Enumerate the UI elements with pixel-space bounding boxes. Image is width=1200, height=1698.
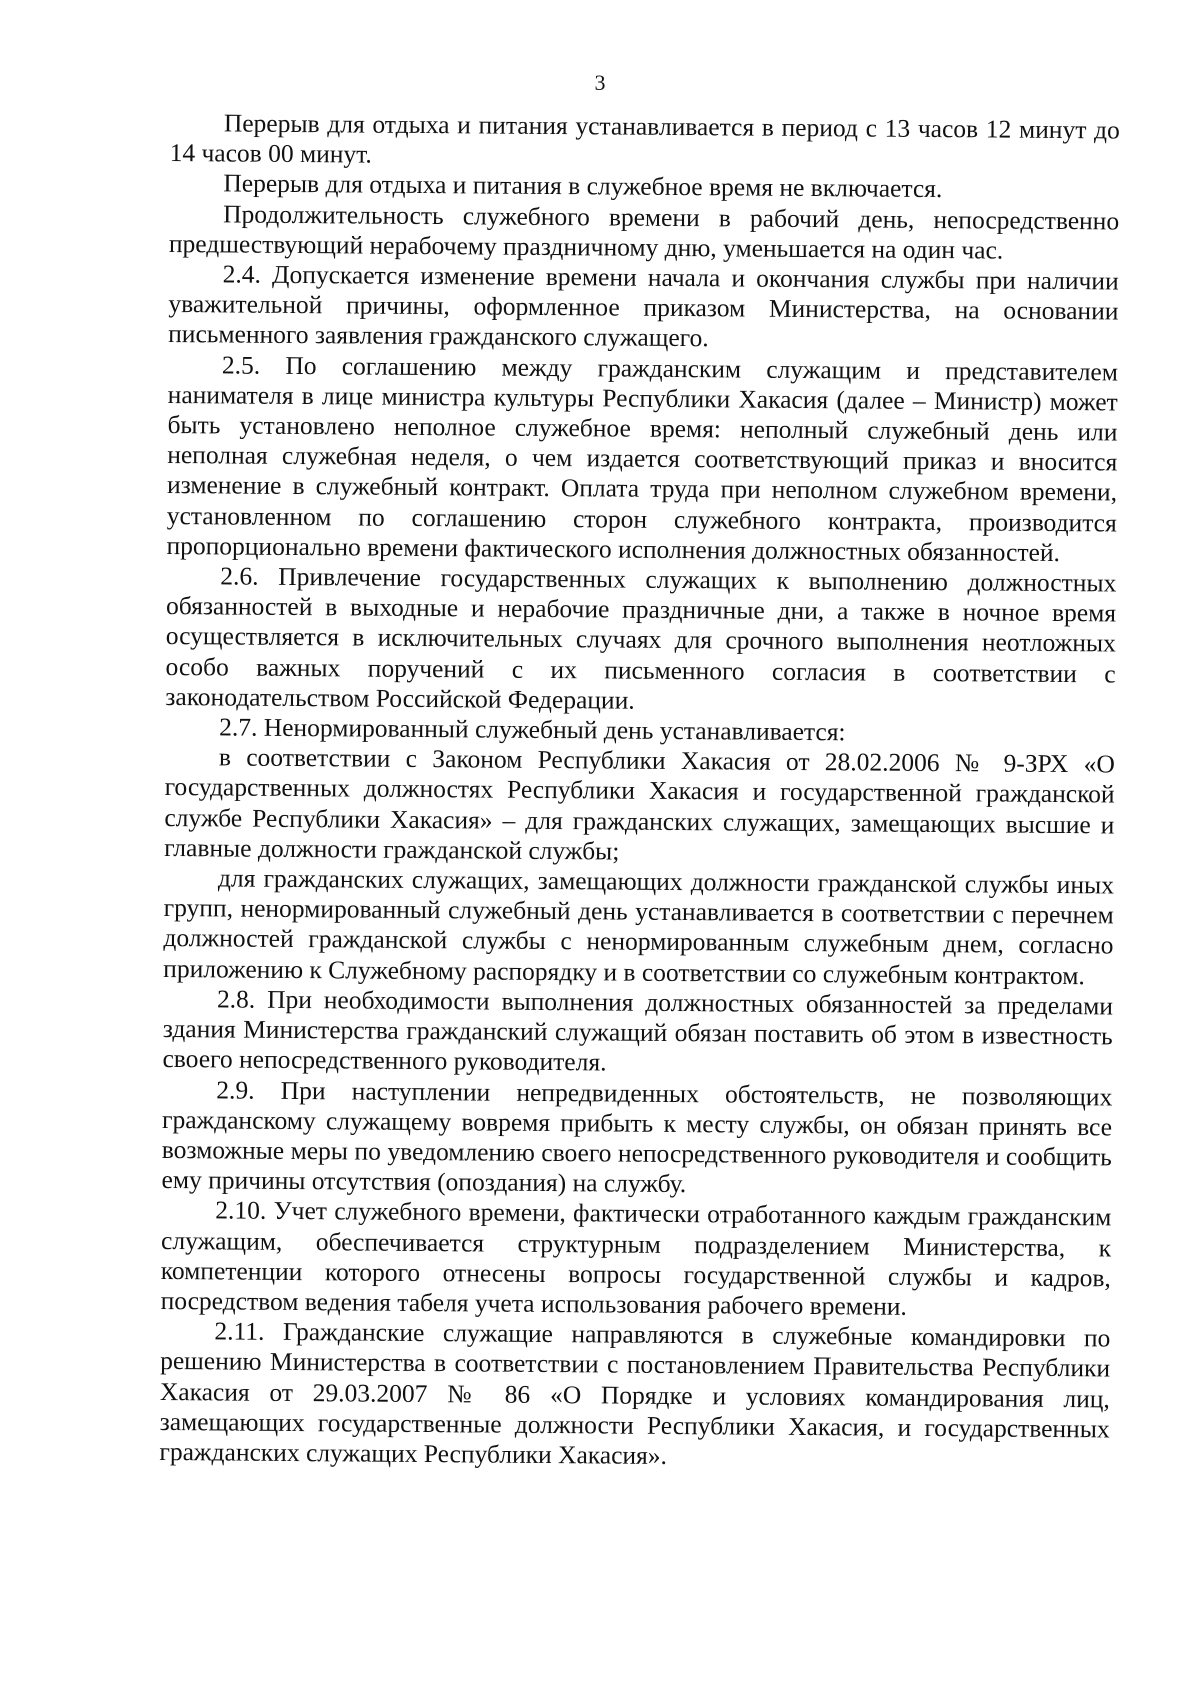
paragraph-2-7-other-groups: для гражданских служащих, замещающих должности гражданской службы иных групп, ненормированный служебный день устанавливается в соответствии с перечнем должностей гражданской службы с ненормированным служебным днем, согласно приложению к Служебному распорядку и в соответствии со служебным контрактом. (163, 863, 1115, 990)
paragraph-2-6: 2.6. Привлечение государственных служащих к выполнению должностных обязанностей в выходные и нерабочие праздничные дни, а также в ночное время осуществляется в исключительных случаях для срочного выполнения неотложных особо важных поручений с их письменного согласия в соответствии с законодательством Российской Федерации. (165, 561, 1117, 715)
paragraph-break-excluded: Перерыв для отдыха и питания в служебное время не включается. (223, 168, 943, 204)
paragraph-2-10: 2.10. Учет служебного времени, фактически отработанного каждым гражданским служащим, обеспечивается структурным подразделением Министерства, к компетенции которого отнесены вопросы государственной службы и кадров, посредством ведения табеля учета использования рабочего времени. (160, 1195, 1112, 1321)
paragraph-2-9: 2.9. При наступлении непредвиденных обстоятельств, не позволяющих гражданскому служащему вовремя прибыть к месту службы, он обязан принять все возможные меры по уведомлению своего непосредственного руководителя и сообщить ему причины отсутствия (опоздания) на службу. (161, 1074, 1113, 1199)
paragraph-2-11: 2.11. Гражданские служащие направляются в служебные командировки по решению Министерства в соответствии с постановлением Правительства Республики Хакасия от 29.03.2007 № 86 «О Порядке и условиях командирования лиц, замещающих государственные должности Республики Хакасия, и государственных гражданских служащих Республики Хакасия». (159, 1316, 1111, 1470)
document-body (159, 108, 1120, 1475)
paragraph-2-5: 2.5. По соглашению между гражданским служащим и представителем нанимателя в лице министра культуры Республики Хакасия (далее – Министр) может быть установлено неполное служебное время: неполный служебный день или неполная служебная неделя, о чем издается соответствующий приказ и вносится изменение в служебный контракт. Оплата труда при неполном служебном времени, установленном по соглашению сторон служебного контракта, производится пропорционально времени фактического исполнения должностных обязанностей. (166, 350, 1119, 567)
paragraph-2-7-law: в соответствии с Законом Республики Хакасия от 28.02.2006 № 9-ЗРХ «О государственных должностях Республики Хакасия и государственной гражданской службе Республики Хакасия» – для гражданских служащих, замещающих высшие и главные должности гражданской службы; (164, 742, 1115, 866)
paragraph-break-time: Перерыв для отдыха и питания устанавливается в период с 13 часов 12 минут до 14 часов 00 минут. (169, 108, 1120, 169)
page-number: 3 (594, 70, 606, 95)
paragraph-2-7: 2.7. Ненормированный служебный день устанавливается: (219, 712, 846, 747)
paragraph-pre-holiday: Продолжительность служебного времени в рабочий день, непосредственно предшествующий нерабочему праздничному дню, уменьшается на один час. (168, 199, 1120, 265)
paragraph-2-4: 2.4. Допускается изменение времени начала и окончания службы при наличии уважительной причины, оформленное приказом Министерства, на основании письменного заявления гражданского служащего. (168, 259, 1119, 353)
paragraph-2-8: 2.8. При необходимости выполнения должностных обязанностей за пределами здания Министерства гражданский служащий обязан поставить об этом в известность своего непосредственного руководителя. (162, 984, 1114, 1077)
